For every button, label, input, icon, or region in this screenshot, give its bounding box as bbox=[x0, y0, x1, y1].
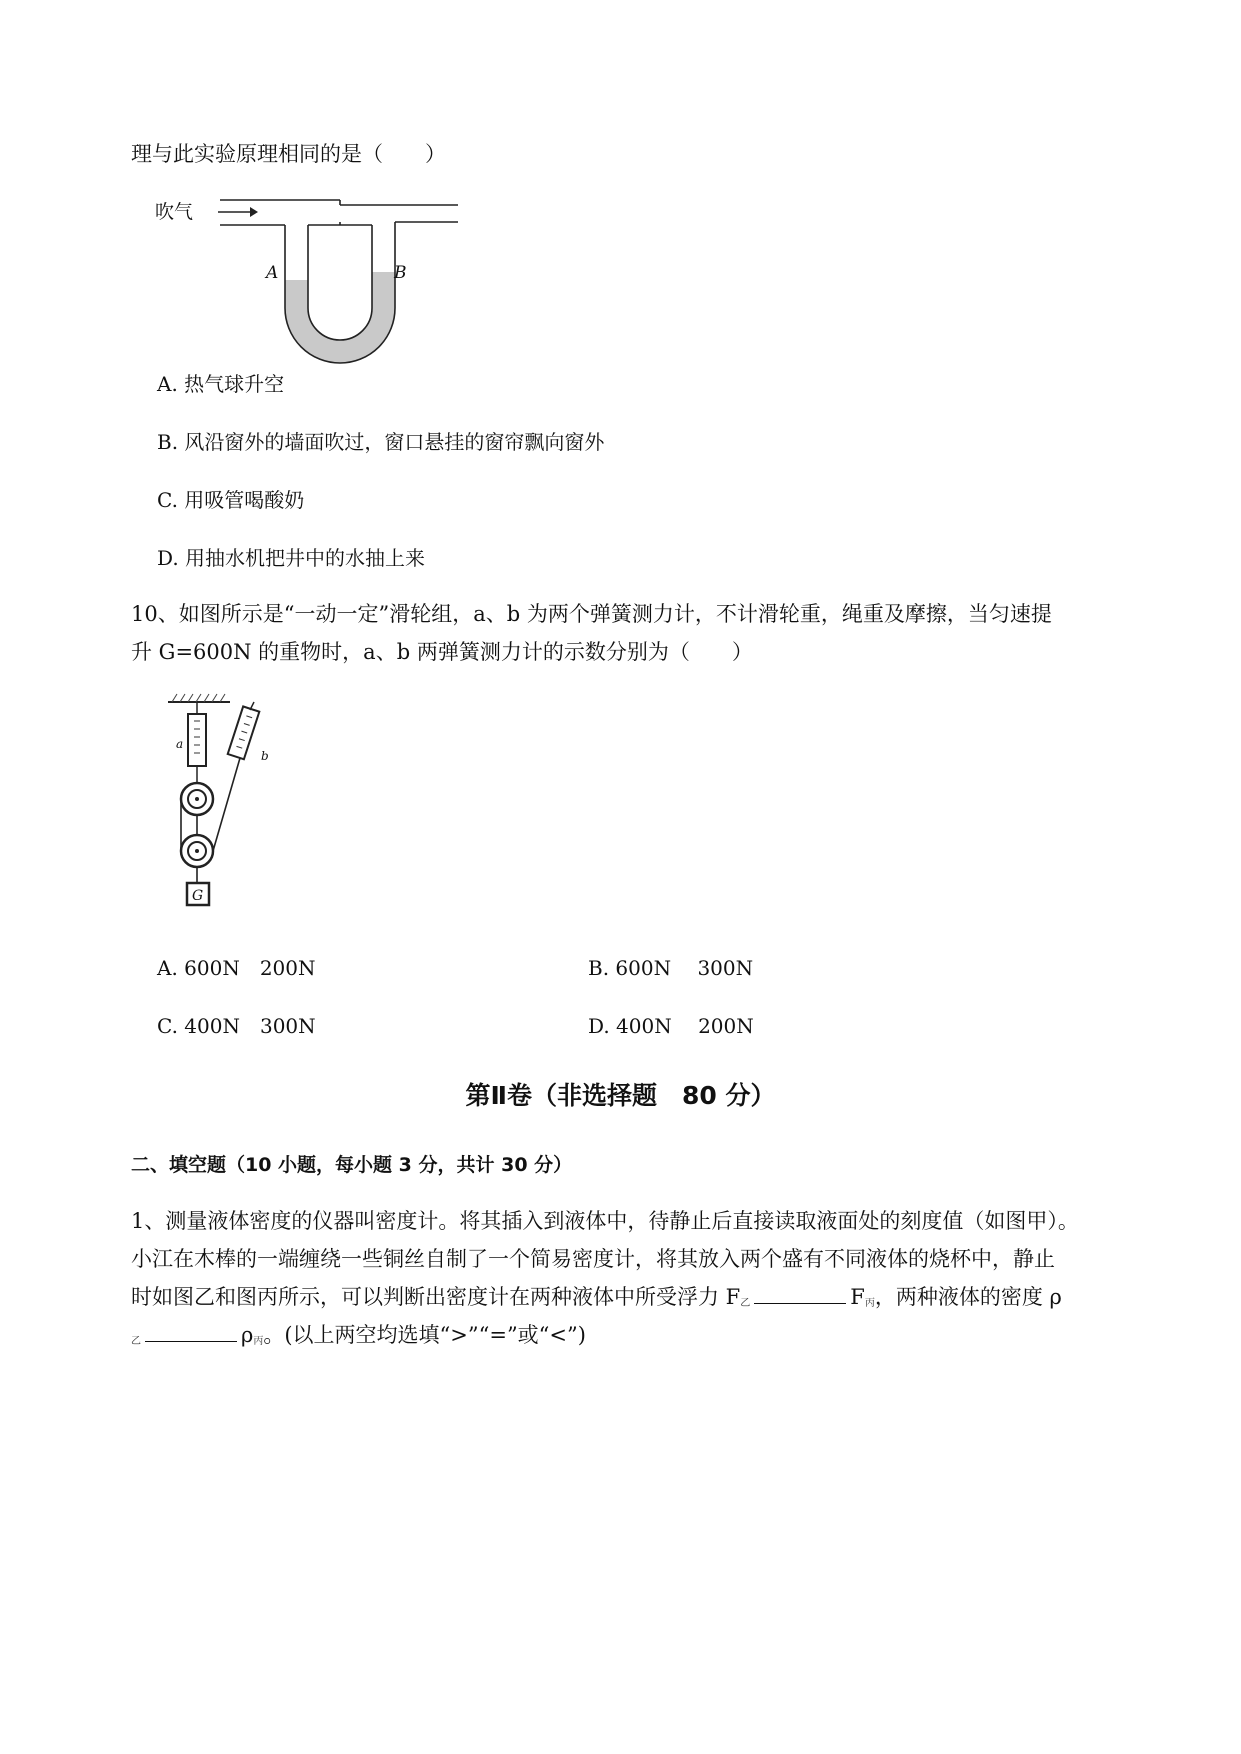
answer-blank-2[interactable] bbox=[145, 1321, 237, 1342]
label-scale-a: a bbox=[176, 737, 184, 751]
answer-blank-1[interactable] bbox=[754, 1283, 846, 1304]
pulley-figure bbox=[150, 688, 280, 913]
label-weight: G bbox=[192, 888, 204, 904]
blow-label: 吹气 bbox=[155, 201, 194, 223]
q10-option-a: A. 600N 200N bbox=[157, 956, 316, 980]
fill1-line3-part1: 时如图乙和图丙所示，可以判断出密度计在两种液体中所受浮力 F bbox=[131, 1285, 741, 1309]
spring-scale-a bbox=[188, 714, 206, 766]
subscript-yi: 乙 bbox=[740, 1298, 751, 1309]
subscript-bing-2: 丙 bbox=[253, 1336, 264, 1347]
section-heading: 二、填空题（10 小题，每小题 3 分，共计 30 分） bbox=[131, 1154, 573, 1176]
fill1-line4-tail: 。(以上两空均选填“>”“=”或“<”) bbox=[263, 1323, 586, 1347]
spring-scale-b bbox=[228, 706, 260, 759]
u-tube-inner bbox=[308, 225, 372, 340]
fill1-line2: 小江在木棒的一端缠绕一些铜丝自制了一个简易密度计，将其放入两个盛有不同液体的烧杯中，静止 bbox=[131, 1247, 1055, 1271]
subscript-yi-2: 乙 bbox=[131, 1336, 141, 1347]
fill1-line4 bbox=[131, 1321, 586, 1356]
q9-option-c: C. 用吸管喝酸奶 bbox=[157, 488, 305, 512]
fill1-line1: 1、测量液体密度的仪器叫密度计。将其插入到液体中，待静止后直接读取液面处的刻度值（如图甲）。 bbox=[131, 1209, 1079, 1233]
fill1-line3 bbox=[131, 1283, 1062, 1318]
label-b: B bbox=[394, 263, 407, 283]
q9-option-b: B. 风沿窗外的墙面吹过，窗口悬挂的窗帘飘向窗外 bbox=[157, 430, 605, 454]
part2-title: 第Ⅱ卷（非选择题 80 分） bbox=[465, 1081, 776, 1110]
subscript-bing: 丙 bbox=[864, 1298, 875, 1309]
q10-option-d: D. 400N 200N bbox=[588, 1014, 754, 1038]
q9-option-a: A. 热气球升空 bbox=[157, 372, 285, 396]
fill1-line3-part2: F bbox=[850, 1285, 865, 1309]
q10-stem-line2: 升 G=600N 的重物时，a、b 两弹簧测力计的示数分别为（ ） bbox=[131, 640, 753, 664]
q9-option-d: D. 用抽水机把井中的水抽上来 bbox=[157, 546, 426, 570]
q9-stem: 理与此实验原理相同的是（ ） bbox=[131, 142, 446, 166]
q10-stem-line1: 10、如图所示是“一动一定”滑轮组，a、b 为两个弹簧测力计，不计滑轮重，绳重及摩擦，当匀速提 bbox=[131, 602, 1052, 626]
q10-option-c: C. 400N 300N bbox=[157, 1014, 316, 1038]
label-a: A bbox=[266, 263, 279, 283]
q10-option-b: B. 600N 300N bbox=[588, 956, 754, 980]
u-tube-figure bbox=[150, 190, 470, 380]
liquid bbox=[285, 272, 395, 363]
fill1-line4-rho: ρ bbox=[241, 1323, 254, 1347]
rope-right bbox=[213, 758, 240, 851]
label-scale-b: b bbox=[261, 749, 269, 763]
fill1-line3-part3: ，两种液体的密度 ρ bbox=[874, 1285, 1062, 1309]
